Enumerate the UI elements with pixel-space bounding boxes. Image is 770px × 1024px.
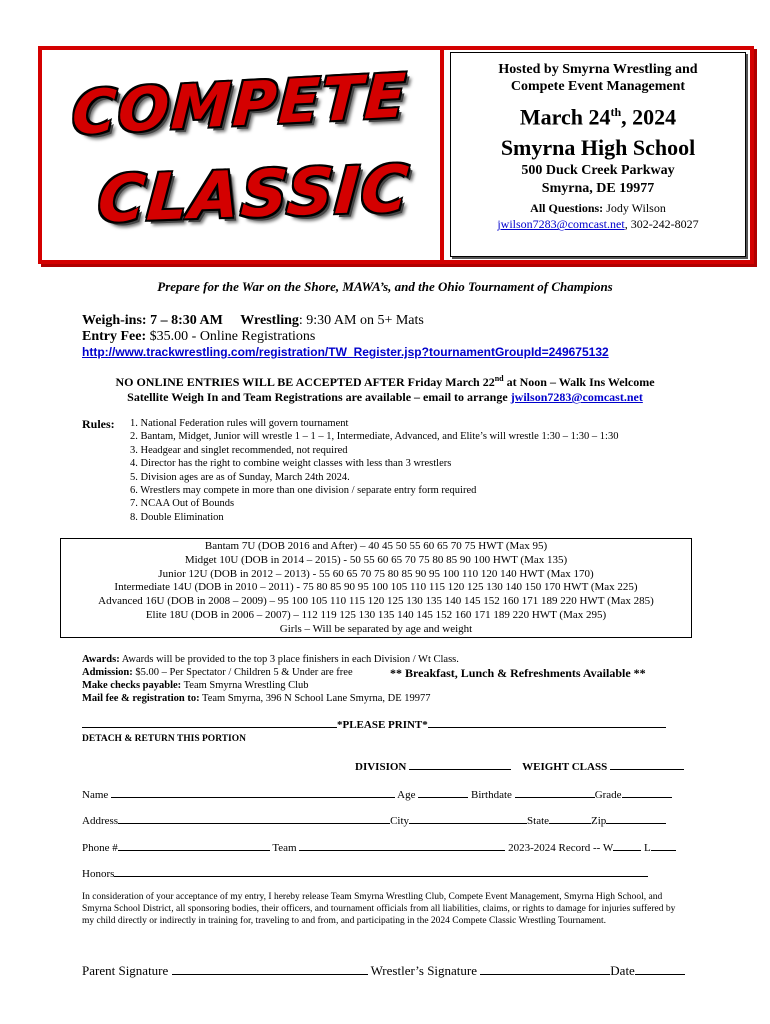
date-field[interactable] (635, 962, 685, 975)
zip-label: Zip (591, 815, 607, 827)
division-label: DIVISION (355, 761, 407, 773)
school-name: Smyrna High School (500, 135, 696, 161)
division-line: Midget 10U (DOB in 2014 – 2015) - 50 55 60 65 70 75 80 85 90 100 HWT (Max 135) (184, 553, 568, 566)
event-info-panel (450, 52, 746, 257)
satellite-email-link[interactable]: jwilson7283@comcast.net (510, 390, 643, 404)
registration-link[interactable]: http://www.trackwrestling.com/registration/TW_Register.jsp?tournamentGroupId=249675132 (82, 345, 609, 359)
rule-item: 2. Bantam, Midget, Junior will wrestle 1 – 1 – 1, Intermediate, Advanced, and Elite’s will wrestle 1:30 – 1:30 – 1:30 (130, 431, 619, 443)
mail-label: Mail fee & registration to: (82, 693, 200, 704)
rule-item: 3. Headgear and singlet recommended, not required (130, 444, 348, 456)
address-row (82, 813, 666, 827)
state-field[interactable] (549, 813, 591, 824)
logo-classic-word: CLASSIC (95, 152, 413, 238)
name-field[interactable] (111, 787, 395, 798)
no-online-text: NO ONLINE ENTRIES WILL BE ACCEPTED AFTER Friday March 22 (115, 375, 495, 389)
entry-fee-label: Entry Fee: (82, 329, 147, 344)
phone-row (82, 840, 676, 854)
division-line: Junior 12U (DOB in 2012 – 2013) - 55 60 65 70 75 80 85 90 95 100 110 120 140 HWT (Max 170) (158, 567, 594, 580)
address-field[interactable] (118, 813, 390, 824)
address-line-2: Smyrna, DE 19977 (541, 181, 655, 197)
record-losses-field[interactable] (651, 840, 676, 851)
weighins-label: Weigh-ins: 7 – 8:30 AM (82, 313, 223, 328)
please-print-line (82, 719, 672, 731)
no-online-sup: nd (494, 374, 504, 383)
hosted-by (451, 61, 745, 95)
age-field[interactable] (418, 787, 468, 798)
team-field[interactable] (299, 840, 505, 851)
contact-phone: , 302-242-8027 (624, 217, 699, 232)
address-line-1: 500 Duck Creek Parkway (521, 163, 675, 179)
questions-name: Jody Wilson (603, 201, 666, 216)
parent-signature-label: Parent Signature (82, 963, 169, 978)
awards-line (82, 653, 459, 666)
contact-email-link[interactable]: jwilson7283@comcast.net (497, 217, 625, 232)
record-l-label: L (644, 842, 651, 854)
honors-label: Honors (82, 868, 115, 880)
parent-signature-field[interactable] (172, 962, 368, 975)
entry-fee-value: $35.00 - Online Registrations (146, 329, 316, 344)
wrestler-signature-field[interactable] (480, 962, 610, 975)
date-year: , 2024 (621, 104, 677, 130)
rule-item: 5. Division ages are as of Sunday, March 24th 2024. (130, 471, 350, 483)
entry-fee-line (82, 329, 315, 345)
logo-panel (40, 48, 444, 262)
birthdate-label: Birthdate (471, 789, 512, 801)
division-line: Girls – Will be separated by age and weight (279, 622, 473, 635)
date-suffix: th (610, 105, 622, 119)
record-wins-field[interactable] (613, 840, 641, 851)
phone-label: Phone # (82, 842, 118, 854)
division-weight-row (355, 759, 684, 773)
contact-line (451, 216, 745, 232)
checks-text: Team Smyrna Wrestling Club (181, 680, 309, 691)
hosted-line-2: Compete Event Management (510, 79, 686, 94)
no-online-text-2: at Noon – Walk Ins Welcome (503, 375, 655, 389)
weight-class-field[interactable] (610, 759, 684, 770)
questions-label: All Questions: (530, 201, 604, 216)
rule-item: 6. Wrestlers may compete in more than one division / separate entry form required (130, 485, 477, 497)
mail-line (82, 692, 459, 705)
rule-item: 8. Double Elimination (130, 511, 224, 523)
city-label: City (390, 815, 410, 827)
team-label: Team (272, 842, 297, 854)
signature-row (82, 962, 685, 979)
honors-field[interactable] (114, 866, 648, 877)
satellite-text: Satellite Weigh In and Team Registrations are available – email to arrange (127, 390, 511, 404)
phone-field[interactable] (118, 840, 270, 851)
event-date (451, 99, 745, 130)
satellite-notice (0, 390, 770, 405)
division-field[interactable] (409, 759, 511, 770)
city-field[interactable] (409, 813, 527, 824)
questions-line (451, 200, 745, 216)
division-line: Bantam 7U (DOB 2016 and After) – 40 45 50 55 60 65 70 75 HWT (Max 95) (204, 540, 548, 552)
wrestler-signature-label: Wrestler’s Signature (370, 963, 478, 978)
division-line: Intermediate 14U (DOB in 2010 – 2011) - 75 80 85 90 95 100 105 110 115 120 125 130 140 150 170 HWT (Max 225) (114, 581, 638, 594)
record-label: 2023-2024 Record -- W (508, 842, 614, 854)
awards-label: Awards: (82, 654, 120, 665)
birthdate-field[interactable] (515, 787, 595, 798)
weighins-line (82, 313, 424, 329)
mail-text: Team Smyrna, 396 N School Lane Smyrna, DE 19977 (199, 693, 431, 704)
wrestling-label: Wrestling (240, 313, 299, 328)
zip-field[interactable] (606, 813, 666, 824)
name-row (82, 787, 672, 801)
division-line: Advanced 16U (DOB in 2008 – 2009) – 95 100 105 110 115 120 125 130 135 140 145 152 160 171 189 220 HWT (Max 285) (98, 595, 654, 608)
hosted-line-1: Hosted by Smyrna Wrestling and (498, 62, 698, 77)
age-label: Age (397, 789, 416, 801)
rule-item: 7. NCAA Out of Bounds (130, 498, 235, 510)
date-prefix: March 24 (519, 104, 611, 130)
rule-item: 4. Director has the right to combine weight classes with less than 3 wrestlers (130, 458, 452, 470)
awards-text: Awards will be provided to the top 3 place finishers in each Division / Wt Class. (119, 654, 459, 665)
admission-label: Admission: (82, 667, 133, 678)
division-line: Elite 18U (DOB in 2006 – 2007) – 112 119 125 130 135 140 145 152 160 171 189 220 HWT (Max 295) (145, 608, 607, 621)
release-waiver-text: In consideration of your acceptance of my entry, I hereby release Team Smyrna Wrestling Club, Compete Event Management, Smyrna High School, and Smyrna School District, all sponsoring bodies, their officers, and tournament officials from all liabilities, claims, or rights to damage for injuries suffered by my child directly or indirectly in training for, traveling to and from, and participating in the 2024 Compete Classic Wrestling Tournament. (82, 892, 676, 926)
please-print-label: *PLEASE PRINT* (337, 719, 428, 731)
grade-field[interactable] (622, 787, 672, 798)
address-label: Address (82, 815, 119, 827)
weight-class-label: WEIGHT CLASS (522, 761, 608, 773)
grade-label: Grade (594, 789, 622, 801)
detach-label: DETACH & RETURN THIS PORTION (82, 734, 247, 744)
honors-row (82, 866, 648, 880)
rules-list (130, 417, 618, 524)
date-label: Date (610, 963, 635, 978)
rules-label: Rules: (82, 417, 115, 431)
logo-compete-word: COMPETE (70, 61, 410, 149)
breakfast-notice: ** Breakfast, Lunch & Refreshments Available ** (390, 666, 646, 680)
divisions-box (60, 538, 692, 638)
no-online-notice (0, 374, 770, 390)
admission-text: $5.00 – Per Spectator / Children 5 & Under are free (132, 667, 353, 678)
name-label: Name (82, 789, 109, 801)
tagline: Prepare for the War on the Shore, MAWA’s, and the Ohio Tournament of Champions (157, 279, 613, 294)
state-label: State (527, 815, 550, 827)
rule-item: 1. National Federation rules will govern tournament (130, 418, 349, 429)
wrestling-value: : 9:30 AM on 5+ Mats (298, 313, 424, 328)
checks-label: Make checks payable: (82, 680, 182, 691)
